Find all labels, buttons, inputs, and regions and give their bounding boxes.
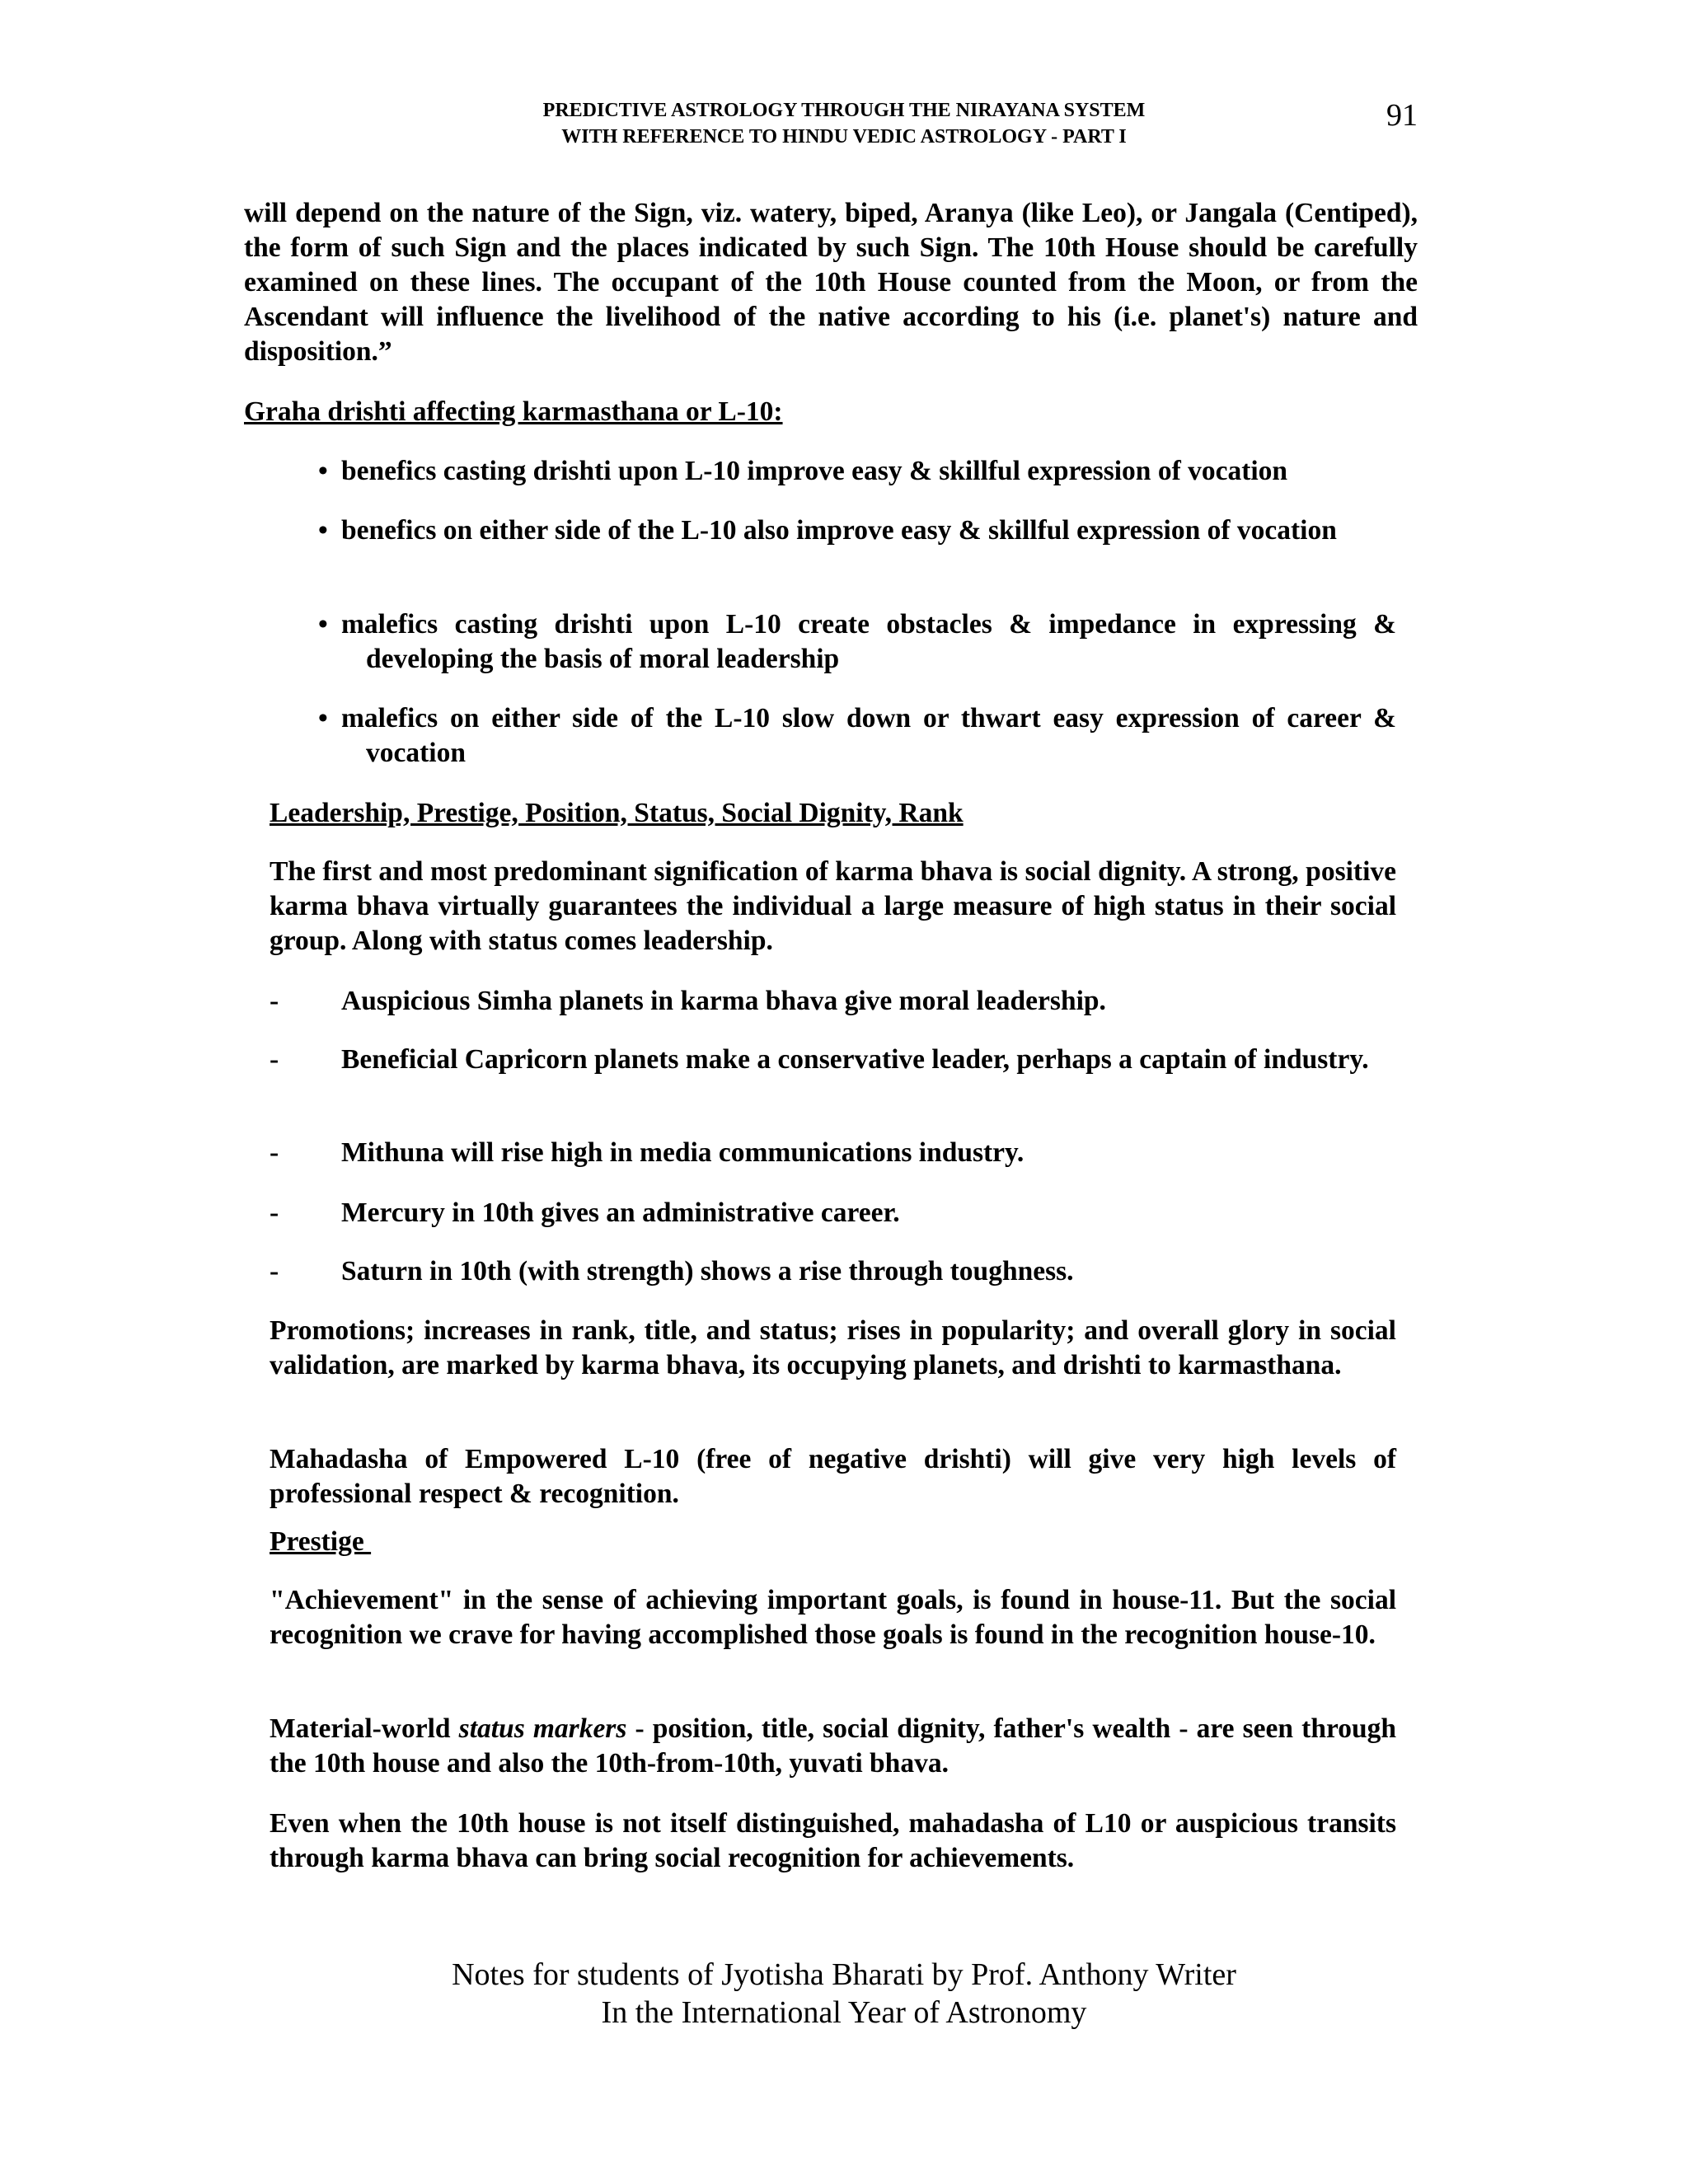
dash-item: Saturn in 10th (with strength) shows a rise through toughness.	[341, 1256, 1074, 1286]
material-text-after: - position, title, social dignity, father's wealth - are seen through the 10th house and also the 10th-from-10th, yuvati bhava.	[270, 1713, 1396, 1779]
bullet-item: malefics casting drishti upon L-10 create obstacles & impedance in expressing & developing the basis of moral leadership	[341, 609, 1396, 674]
promotions-paragraph: Promotions; increases in rank, title, and status; rises in popularity; and overall glory in social validation, are marked by karma bhava, its occupying planets, and drishti to karmasthana.	[270, 1315, 1396, 1380]
bullet-item: benefics casting drishti upon L-10 improve easy & skillful expression of vocation	[341, 456, 1288, 486]
dash-symbol: -	[270, 1137, 279, 1168]
bullet-symbol: •	[318, 609, 328, 640]
bullet-item: benefics on either side of the L-10 also improve easy & skillful expression of vocation	[341, 515, 1337, 546]
bullet-symbol: •	[318, 456, 328, 486]
leadership-heading: Leadership, Prestige, Position, Status, Social Dignity, Rank	[270, 798, 964, 828]
intro-paragraph: will depend on the nature of the Sign, viz. watery, biped, Aranya (like Leo), or Jangala (Centiped), the form of such Sign and the places indicated by such Sign. The 10th House should be carefully examined on these lines. The occupant of the 10th House counted from the Moon, or from the Ascendant will influence the livelihood of the native according to his (i.e. planet's) nature and disposition.”	[244, 198, 1418, 367]
header-line-2: WITH REFERENCE TO HINDU VEDIC ASTROLOGY - PART I	[561, 126, 1127, 148]
leadership-paragraph: The first and most predominant signification of karma bhava is social dignity. A strong, positive karma bhava virtually guarantees the individual a large measure of high status in their social group. Along with status comes leadership.	[270, 856, 1396, 956]
dash-symbol: -	[270, 1197, 279, 1228]
dash-symbol: -	[270, 986, 279, 1016]
material-text-before: Material-world	[270, 1713, 459, 1744]
footer-line-1: Notes for students of Jyotisha Bharati by Prof. Anthony Writer	[452, 1957, 1236, 1992]
bullet-item: malefics on either side of the L-10 slow down or thwart easy expression of career & vocation	[341, 703, 1396, 768]
page-number: 91	[1386, 98, 1418, 133]
achievement-paragraph: "Achievement" in the sense of achieving important goals, is found in house-11. But the social recognition we crave for having accomplished those goals is found in the recognition house-10.	[270, 1585, 1396, 1650]
bullet-symbol: •	[318, 515, 328, 546]
running-header	[0, 97, 1688, 150]
prestige-heading: Prestige	[270, 1526, 372, 1557]
material-paragraph	[270, 1712, 1396, 1781]
page-footer	[0, 1956, 1688, 2032]
dash-symbol: -	[270, 1044, 279, 1075]
bullet-symbol: •	[318, 703, 328, 733]
status-markers-emphasis: status markers	[458, 1713, 627, 1744]
dash-item: Auspicious Simha planets in karma bhava give moral leadership.	[341, 986, 1106, 1016]
header-line-1: PREDICTIVE ASTROLOGY THROUGH THE NIRAYANA SYSTEM	[542, 100, 1146, 121]
dash-item: Beneficial Capricorn planets make a conservative leader, perhaps a captain of industry.	[341, 1044, 1369, 1075]
dash-item: Mithuna will rise high in media communications industry.	[341, 1137, 1025, 1168]
footer-line-2: In the International Year of Astronomy	[601, 1995, 1087, 2030]
even-paragraph: Even when the 10th house is not itself distinguished, mahadasha of L10 or auspicious transits through karma bhava can bring social recognition for achievements.	[270, 1808, 1396, 1873]
dash-item: Mercury in 10th gives an administrative career.	[341, 1197, 900, 1228]
dash-symbol: -	[270, 1256, 279, 1286]
mahadasha-paragraph: Mahadasha of Empowered L-10 (free of negative drishti) will give very high levels of professional respect & recognition.	[270, 1444, 1396, 1509]
graha-heading: Graha drishti affecting karmasthana or L-10:	[244, 396, 783, 427]
